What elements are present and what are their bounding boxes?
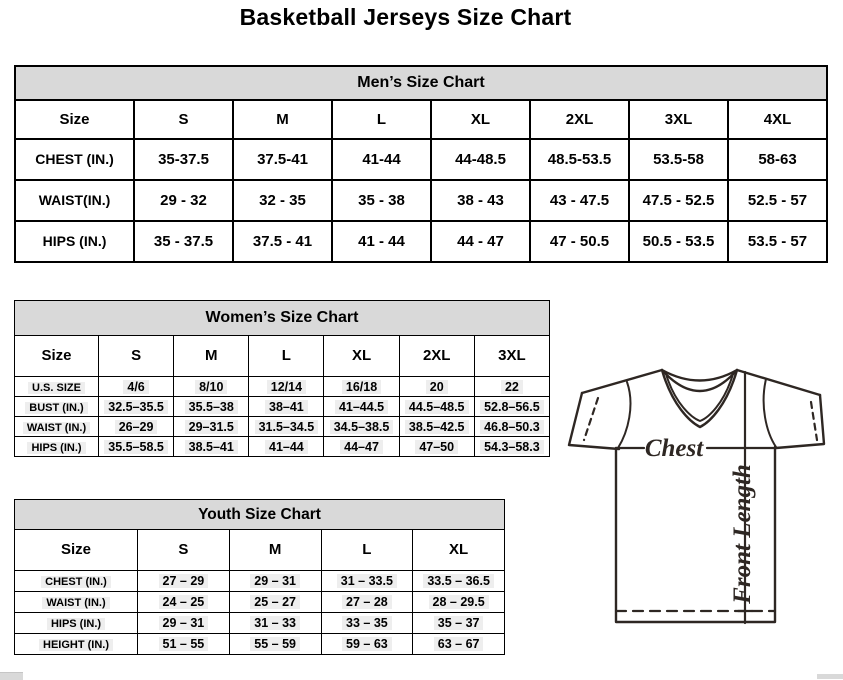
table-row xyxy=(15,221,827,262)
column-header-text: 2XL xyxy=(422,347,451,364)
size-value-text: 27 – 28 xyxy=(342,595,392,609)
column-header xyxy=(249,336,324,377)
size-value xyxy=(99,417,174,437)
column-header xyxy=(174,336,249,377)
column-header-text: 3XL xyxy=(664,110,693,128)
row-label xyxy=(15,377,99,397)
size-value xyxy=(324,417,399,437)
size-value-text: 20 xyxy=(426,380,448,394)
column-header-text: Size xyxy=(60,541,91,558)
size-value-text: 41-44 xyxy=(362,150,401,168)
size-value xyxy=(413,592,505,613)
size-value xyxy=(174,437,249,457)
row-label-text: BUST (IN.) xyxy=(25,402,87,414)
size-value-text: 33.5 – 36.5 xyxy=(423,574,494,588)
size-value-text: 29–31.5 xyxy=(185,420,238,434)
size-value xyxy=(134,180,233,221)
size-value xyxy=(174,377,249,397)
size-value-text: 31.5–34.5 xyxy=(255,420,319,434)
column-header-text: M xyxy=(276,110,289,128)
table-row xyxy=(15,180,827,221)
column-header-text: M xyxy=(268,541,282,558)
size-value-text: 38.5–41 xyxy=(185,440,238,454)
size-value xyxy=(474,397,549,417)
column-header-text: L xyxy=(362,541,372,558)
column-header xyxy=(728,100,827,139)
size-value-text: 24 – 25 xyxy=(159,595,209,609)
size-value-text: 8/10 xyxy=(195,380,227,394)
size-value-text: 63 – 67 xyxy=(434,637,484,651)
size-value xyxy=(728,139,827,180)
cropped-ui-fragment-right xyxy=(817,674,843,679)
size-value xyxy=(233,139,332,180)
size-value-text: 41–44.5 xyxy=(335,400,388,414)
column-header xyxy=(332,100,431,139)
column-header-text: M xyxy=(204,347,218,364)
row-label-text: HIPS (IN.) xyxy=(47,618,105,630)
size-value-text: 29 – 31 xyxy=(250,574,300,588)
size-value-text: 37.5 - 41 xyxy=(252,232,313,250)
left-sleeve xyxy=(569,393,619,449)
row-label-text: CHEST (IN.) xyxy=(41,576,111,588)
table-title xyxy=(15,500,505,530)
size-value xyxy=(138,613,230,634)
chest-label: Chest xyxy=(644,435,704,462)
size-header-row xyxy=(15,336,550,377)
column-header xyxy=(324,336,399,377)
size-value-text: 53.5 - 57 xyxy=(747,232,808,250)
size-value xyxy=(629,180,728,221)
size-value xyxy=(324,437,399,457)
page-title: Basketball Jerseys Size Chart xyxy=(239,4,572,30)
size-value-text: 35-37.5 xyxy=(158,150,209,168)
size-value-text: 52.8–56.5 xyxy=(480,400,544,414)
column-header-text: S xyxy=(178,110,189,128)
column-header xyxy=(413,530,505,571)
size-value-text: 52.5 - 57 xyxy=(747,191,808,209)
size-value xyxy=(321,571,413,592)
size-value xyxy=(134,221,233,262)
mens-size-table xyxy=(14,65,828,263)
size-value xyxy=(321,592,413,613)
column-header-text: XL xyxy=(449,541,469,558)
row-label-text: CHEST (IN.) xyxy=(35,150,114,167)
size-value xyxy=(174,397,249,417)
size-value-text: 47 - 50.5 xyxy=(549,232,610,250)
table-row xyxy=(15,377,550,397)
right-cuff-stitch xyxy=(811,402,817,440)
size-value xyxy=(629,221,728,262)
column-header xyxy=(431,100,530,139)
size-value xyxy=(474,377,549,397)
table-row xyxy=(15,417,550,437)
row-label xyxy=(15,139,134,180)
table-title-text: Men’s Size Chart xyxy=(357,74,485,91)
size-header-row xyxy=(15,530,505,571)
size-value-text: 41–44 xyxy=(265,440,308,454)
table-title-text: Women’s Size Chart xyxy=(205,309,359,326)
size-value-text: 37.5-41 xyxy=(257,150,308,168)
size-value-text: 51 – 55 xyxy=(159,637,209,651)
left-cuff-stitch xyxy=(584,398,598,440)
size-value xyxy=(99,377,174,397)
column-header xyxy=(229,530,321,571)
row-label xyxy=(15,437,99,457)
jersey-diagram xyxy=(560,360,840,630)
size-value-text: 55 – 59 xyxy=(250,637,300,651)
size-value xyxy=(530,139,629,180)
size-value-text: 44.5–48.5 xyxy=(405,400,469,414)
size-value-text: 53.5-58 xyxy=(653,150,704,168)
row-label xyxy=(15,397,99,417)
size-value-text: 47.5 - 52.5 xyxy=(642,191,715,209)
column-header xyxy=(321,530,413,571)
size-value-text: 26–29 xyxy=(115,420,158,434)
size-value xyxy=(629,139,728,180)
size-value xyxy=(324,397,399,417)
size-value xyxy=(99,437,174,457)
size-value xyxy=(431,180,530,221)
row-label xyxy=(15,571,138,592)
size-value-text: 50.5 - 53.5 xyxy=(642,232,715,250)
size-value-text: 44-48.5 xyxy=(455,150,506,168)
column-header-text: Size xyxy=(41,347,72,364)
size-value-text: 22 xyxy=(501,380,523,394)
size-value xyxy=(431,139,530,180)
column-header-text: L xyxy=(376,110,387,128)
column-header-text: 3XL xyxy=(498,347,526,364)
row-label-text: WAIST (IN.) xyxy=(42,597,109,609)
size-value-text: 35.5–38 xyxy=(185,400,238,414)
size-value xyxy=(530,180,629,221)
size-value xyxy=(413,613,505,634)
size-value-text: 4/6 xyxy=(123,380,148,394)
size-value-text: 25 – 27 xyxy=(250,595,300,609)
column-header-text: L xyxy=(281,347,291,364)
size-value-text: 33 – 35 xyxy=(342,616,392,630)
size-value-text: 31 – 33 xyxy=(250,616,300,630)
row-label xyxy=(15,592,138,613)
column-header xyxy=(15,530,138,571)
size-value-text: 35 – 37 xyxy=(434,616,484,630)
size-value xyxy=(229,571,321,592)
size-value xyxy=(249,437,324,457)
size-value-text: 34.5–38.5 xyxy=(330,420,394,434)
size-value-text: 35.5–58.5 xyxy=(104,440,168,454)
column-header xyxy=(138,530,230,571)
size-value xyxy=(332,139,431,180)
size-value-text: 38–41 xyxy=(265,400,308,414)
table-row xyxy=(15,571,505,592)
size-value xyxy=(728,221,827,262)
size-value xyxy=(249,417,324,437)
column-header xyxy=(399,336,474,377)
table-row xyxy=(15,613,505,634)
column-header xyxy=(15,336,99,377)
size-value-text: 27 – 29 xyxy=(159,574,209,588)
row-label-text: U.S. SIZE xyxy=(28,382,85,394)
table-row xyxy=(15,139,827,180)
size-value xyxy=(249,377,324,397)
size-value-text: 12/14 xyxy=(267,380,306,394)
size-value-text: 28 – 29.5 xyxy=(429,595,489,609)
table-row xyxy=(15,397,550,417)
column-header xyxy=(134,100,233,139)
size-value xyxy=(530,221,629,262)
size-value-text: 44–47 xyxy=(340,440,383,454)
column-header-text: 4XL xyxy=(763,110,792,128)
size-value xyxy=(321,613,413,634)
size-value xyxy=(324,377,399,397)
size-value-text: 16/18 xyxy=(342,380,381,394)
row-label-text: HIPS (IN.) xyxy=(27,442,85,454)
table-row xyxy=(15,634,505,655)
row-label xyxy=(15,613,138,634)
table-row xyxy=(15,592,505,613)
size-value xyxy=(229,634,321,655)
column-header xyxy=(474,336,549,377)
row-label-text: HEIGHT (IN.) xyxy=(39,639,113,651)
size-value-text: 38 - 43 xyxy=(457,191,504,209)
size-value xyxy=(174,417,249,437)
size-value xyxy=(134,139,233,180)
size-value xyxy=(431,221,530,262)
column-header-text: XL xyxy=(351,347,372,364)
column-header-text: XL xyxy=(470,110,491,128)
size-value xyxy=(413,634,505,655)
size-value xyxy=(728,180,827,221)
row-label xyxy=(15,634,138,655)
row-label xyxy=(15,180,134,221)
right-armhole-seam xyxy=(764,379,776,447)
size-value xyxy=(332,221,431,262)
column-header-text: 2XL xyxy=(565,110,594,128)
size-value-text: 32.5–35.5 xyxy=(104,400,168,414)
column-header xyxy=(530,100,629,139)
size-value-text: 29 - 32 xyxy=(160,191,207,209)
size-value-text: 47–50 xyxy=(415,440,458,454)
size-value xyxy=(321,634,413,655)
table-title xyxy=(15,301,550,336)
column-header xyxy=(99,336,174,377)
column-header xyxy=(629,100,728,139)
size-value-text: 41 - 44 xyxy=(358,232,405,250)
column-header-text: S xyxy=(131,347,142,364)
table-title-text: Youth Size Chart xyxy=(198,505,321,523)
collar-icon xyxy=(662,370,737,427)
size-value xyxy=(233,180,332,221)
front-length-label: Front Length xyxy=(729,464,756,604)
size-value xyxy=(399,397,474,417)
youth-size-table xyxy=(14,499,505,655)
size-value xyxy=(332,180,431,221)
size-value-text: 31 – 33.5 xyxy=(337,574,397,588)
size-value-text: 44 - 47 xyxy=(457,232,504,250)
size-value xyxy=(138,571,230,592)
size-value-text: 35 - 37.5 xyxy=(153,232,214,250)
size-value-text: 59 – 63 xyxy=(342,637,392,651)
row-label-text: HIPS (IN.) xyxy=(42,232,107,249)
size-value-text: 38.5–42.5 xyxy=(405,420,469,434)
size-value-text: 32 - 35 xyxy=(259,191,306,209)
left-armhole-seam xyxy=(618,382,630,448)
row-label-text: WAIST (IN.) xyxy=(23,422,90,434)
size-value xyxy=(138,634,230,655)
row-label xyxy=(15,417,99,437)
size-value xyxy=(399,377,474,397)
size-value-text: 58-63 xyxy=(758,150,797,168)
row-label xyxy=(15,221,134,262)
size-value-text: 48.5-53.5 xyxy=(547,150,612,168)
womens-size-table xyxy=(14,300,550,457)
size-value-text: 29 – 31 xyxy=(159,616,209,630)
table-title xyxy=(15,66,827,100)
column-header-text: Size xyxy=(59,110,90,128)
size-value xyxy=(474,437,549,457)
size-value-text: 43 - 47.5 xyxy=(549,191,610,209)
column-header xyxy=(15,100,134,139)
size-value xyxy=(399,417,474,437)
size-value xyxy=(99,397,174,417)
table-row xyxy=(15,437,550,457)
size-value xyxy=(399,437,474,457)
size-value-text: 54.3–58.3 xyxy=(480,440,544,454)
size-value xyxy=(474,417,549,437)
size-header-row xyxy=(15,100,827,139)
jersey-illustration xyxy=(560,360,840,630)
size-value xyxy=(138,592,230,613)
column-header xyxy=(233,100,332,139)
size-value-text: 46.8–50.3 xyxy=(480,420,544,434)
size-value-text: 35 - 38 xyxy=(358,191,405,209)
size-value xyxy=(233,221,332,262)
size-value xyxy=(413,571,505,592)
row-label-text: WAIST(IN.) xyxy=(38,191,111,208)
size-value xyxy=(229,613,321,634)
size-value xyxy=(249,397,324,417)
size-value xyxy=(229,592,321,613)
column-header-text: S xyxy=(178,541,189,558)
